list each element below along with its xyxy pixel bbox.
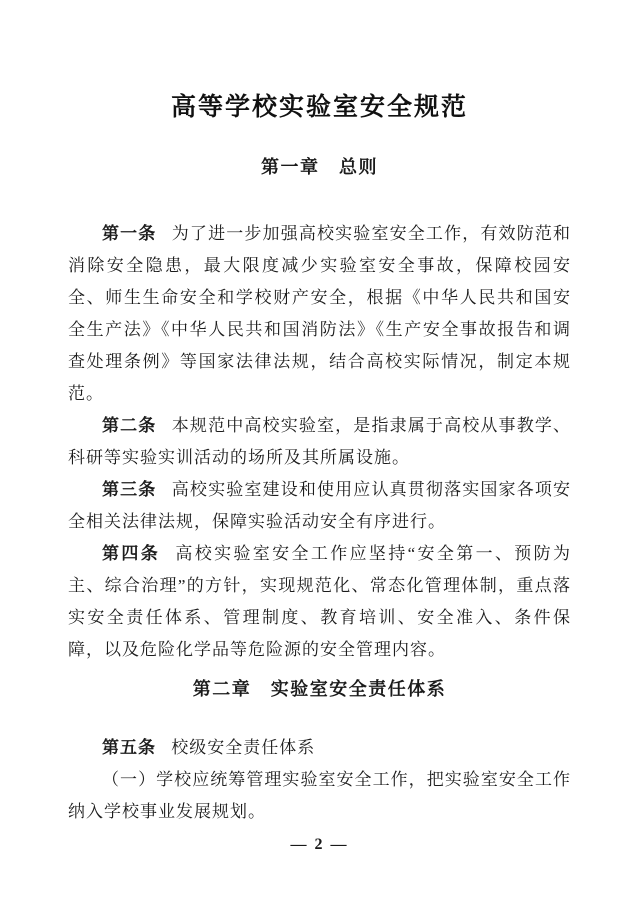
article-4-text: 高校实验室安全工作应坚持“安全第一、预防为主、综合治理”的方针，实现规范化、常态化管理体制，重点落实安全责任体系、管理制度、教育培训、安全准入、条件保障，以及危险化学品等危险源的安全管理内容。 xyxy=(68,544,572,659)
article-2-text: 本规范中高校实验室，是指隶属于高校从事教学、科研等实验实训活动的场所及其所属设施。 xyxy=(68,416,572,467)
article-3 xyxy=(68,474,571,538)
article-5-label: 第五条 xyxy=(102,738,156,757)
article-5-text: 校级安全责任体系 xyxy=(171,738,316,757)
page-number: — 2 — xyxy=(290,836,349,853)
article-3-text: 高校实验室建设和使用应认真贯彻落实国家各项安全相关法律法规，保障实验活动安全有序进行。 xyxy=(68,480,572,531)
article-2-label: 第二条 xyxy=(102,416,157,435)
article-4-label: 第四条 xyxy=(102,544,161,563)
article-1-text: 为了进一步加强高校实验室安全工作，有效防范和消除安全隐患，最大限度减少实验室安全事故，保障校园安全、师生生命安全和学校财产安全，根据《中华人民共和国安全生产法》《中华人民共和国消防法》《生产安全事故报告和调查处理条例》等国家法律法规，结合高校实际情况，制定本规范。 xyxy=(68,224,572,403)
chapter-1-heading: 第一章 总则 xyxy=(261,157,378,177)
article-4 xyxy=(68,538,571,666)
article-5 xyxy=(68,732,571,764)
article-3-label: 第三条 xyxy=(102,480,157,499)
article-2 xyxy=(68,410,571,474)
article-1 xyxy=(68,218,571,410)
article-5-item-1 xyxy=(68,764,571,828)
article-1-label: 第一条 xyxy=(102,224,157,243)
chapter-2-heading: 第二章 实验室安全责任体系 xyxy=(192,679,447,699)
article-5-item-1-text: （一）学校应统筹管理实验室安全工作，把实验室安全工作纳入学校事业发展规划。 xyxy=(68,770,571,821)
document-title: 高等学校实验室安全规范 xyxy=(170,94,468,121)
